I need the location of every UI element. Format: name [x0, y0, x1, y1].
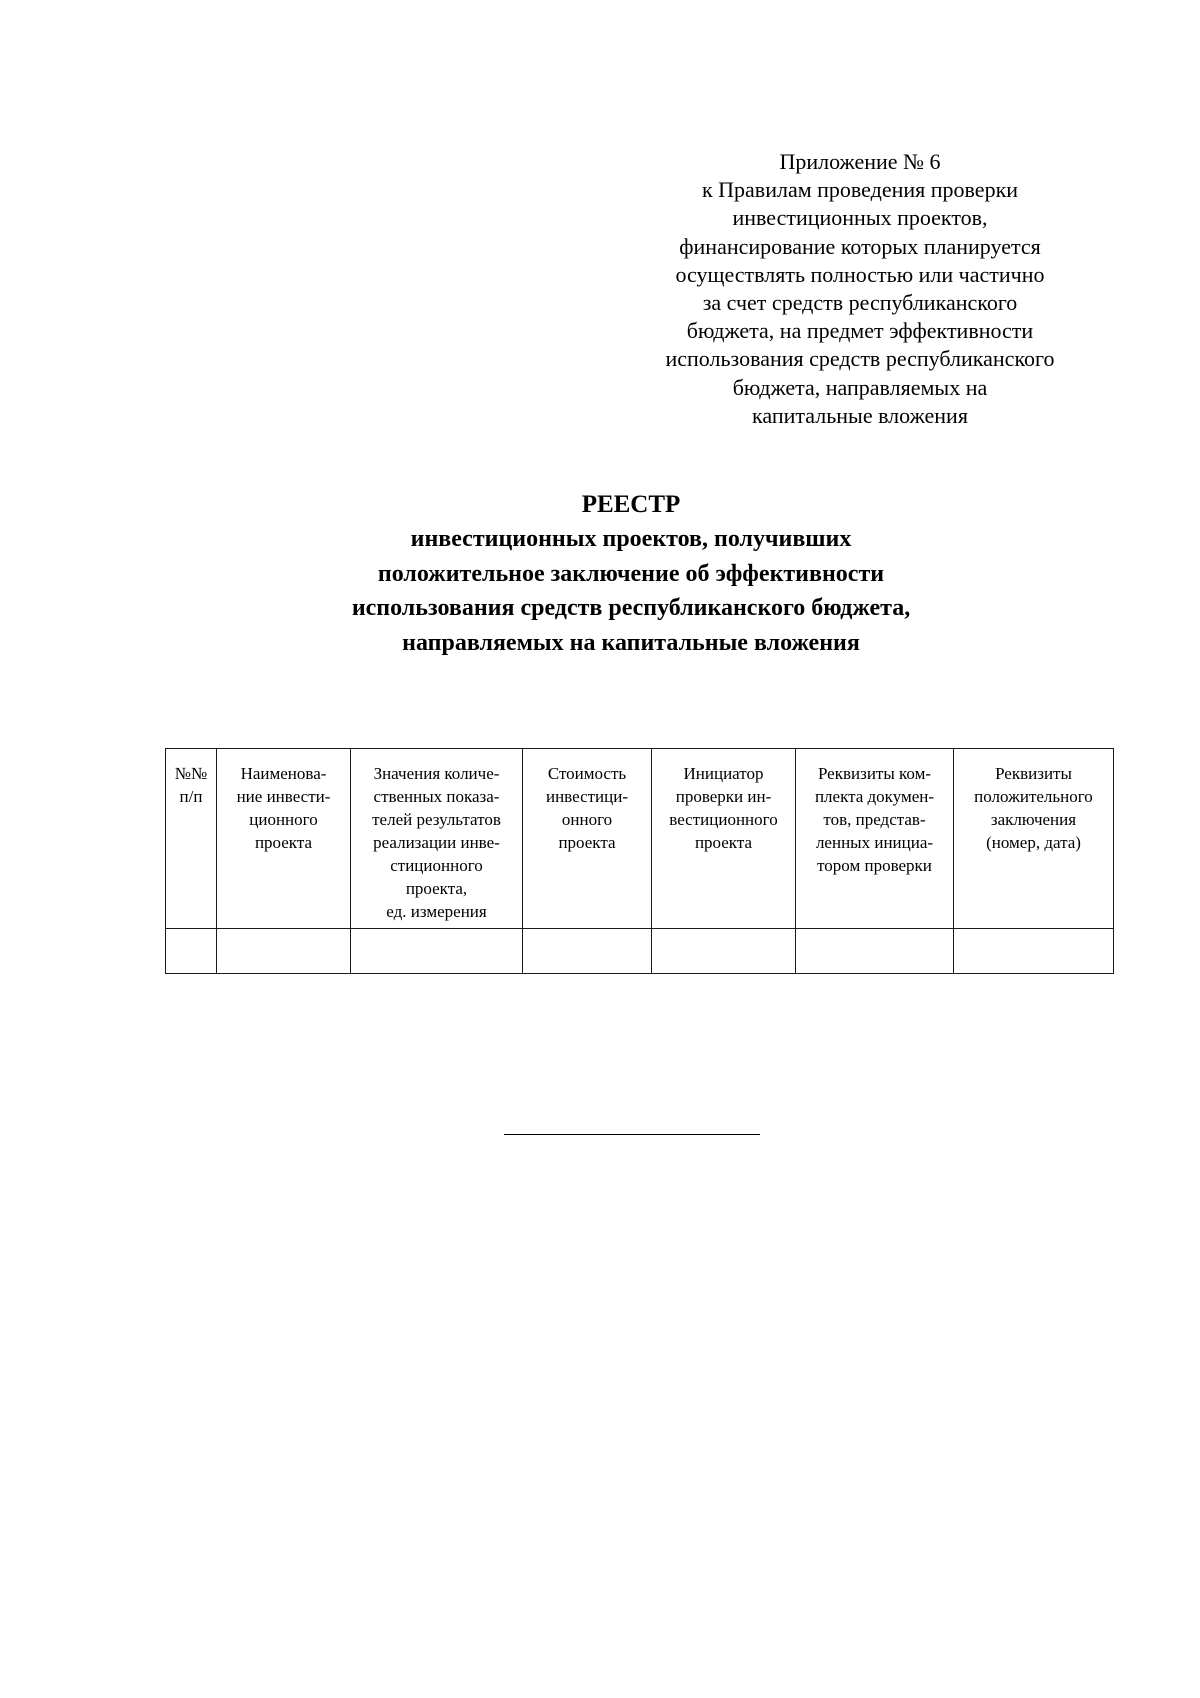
- table-cell: [351, 929, 523, 974]
- appendix-line: осуществлять полностью или частично: [675, 261, 1045, 287]
- header-line: инвестици-: [545, 787, 629, 806]
- appendix-line: финансирование которых планируется: [679, 233, 1041, 259]
- table-cell: [523, 929, 652, 974]
- table-cell: [954, 929, 1114, 974]
- title-line: направляемых на капитальные вложения: [402, 629, 860, 656]
- column-header-indicators: [351, 749, 523, 929]
- table-row: [166, 929, 1114, 974]
- header-line: положительного: [974, 787, 1093, 806]
- header-line: ционного: [249, 810, 318, 829]
- header-line: ние инвести-: [236, 787, 331, 806]
- header-line: онного: [561, 810, 613, 829]
- appendix-line: к Правилам проведения проверки: [701, 177, 1019, 203]
- header-line: проекта,: [405, 879, 468, 898]
- header-line: плекта докумен-: [814, 787, 935, 806]
- title-heading: РЕЕСТР: [581, 491, 681, 518]
- title-line: инвестиционных проектов, получивших: [410, 526, 852, 552]
- header-line: тов, представ-: [823, 810, 926, 829]
- header-line: стиционного: [390, 856, 483, 875]
- registry-table: [165, 748, 1114, 974]
- appendix-line: инвестиционных проектов,: [732, 205, 988, 231]
- header-line: Реквизиты: [995, 764, 1072, 783]
- document-title: [0, 488, 1200, 660]
- appendix-line: Приложение № 6: [779, 149, 941, 174]
- column-header-project-name: [217, 749, 351, 929]
- column-header-documents: [796, 749, 954, 929]
- header-line: проверки ин-: [675, 787, 772, 806]
- header-line: тором проверки: [817, 856, 932, 875]
- header-line: №№: [174, 764, 208, 783]
- header-line: ленных инициа-: [815, 833, 934, 852]
- header-line: проекта: [694, 833, 753, 852]
- header-line: Инициатор: [683, 764, 764, 783]
- column-header-cost: [523, 749, 652, 929]
- column-header-conclusion: [954, 749, 1114, 929]
- header-line: (номер, дата): [986, 833, 1081, 852]
- column-header-number: [166, 749, 217, 929]
- header-line: ед. измерения: [386, 902, 487, 921]
- table-cell: [796, 929, 954, 974]
- header-line: реализации инве-: [373, 833, 500, 852]
- appendix-note: [630, 148, 1090, 430]
- appendix-line: бюджета, на предмет эффективности: [686, 318, 1034, 344]
- header-line: Реквизиты ком-: [817, 764, 932, 783]
- table-cell: [166, 929, 217, 974]
- appendix-line: бюджета, направляемых на: [732, 374, 988, 400]
- header-line: заключения: [990, 810, 1077, 829]
- header-line: Стоимость: [547, 764, 627, 783]
- header-line: ственных показа-: [373, 787, 500, 806]
- header-line: проекта: [254, 833, 313, 852]
- table-cell: [217, 929, 351, 974]
- table-header-row: [166, 749, 1114, 929]
- header-line: Значения количе-: [373, 764, 500, 783]
- header-line: телей результатов: [372, 810, 501, 829]
- appendix-line: за счет средств республиканского: [702, 290, 1018, 316]
- header-line: вестиционного: [669, 810, 778, 829]
- header-line: проекта: [558, 833, 616, 852]
- title-line: использования средств республиканского бюджета,: [351, 595, 911, 621]
- footer-divider: [504, 1134, 760, 1135]
- appendix-line: использования средств республиканского: [665, 346, 1055, 372]
- appendix-line: капитальные вложения: [752, 402, 968, 428]
- title-line: положительное заключение об эффективности: [377, 560, 885, 587]
- header-line: Наименова-: [240, 764, 327, 783]
- table-cell: [652, 929, 796, 974]
- column-header-initiator: [652, 749, 796, 929]
- header-line: п/п: [179, 787, 203, 806]
